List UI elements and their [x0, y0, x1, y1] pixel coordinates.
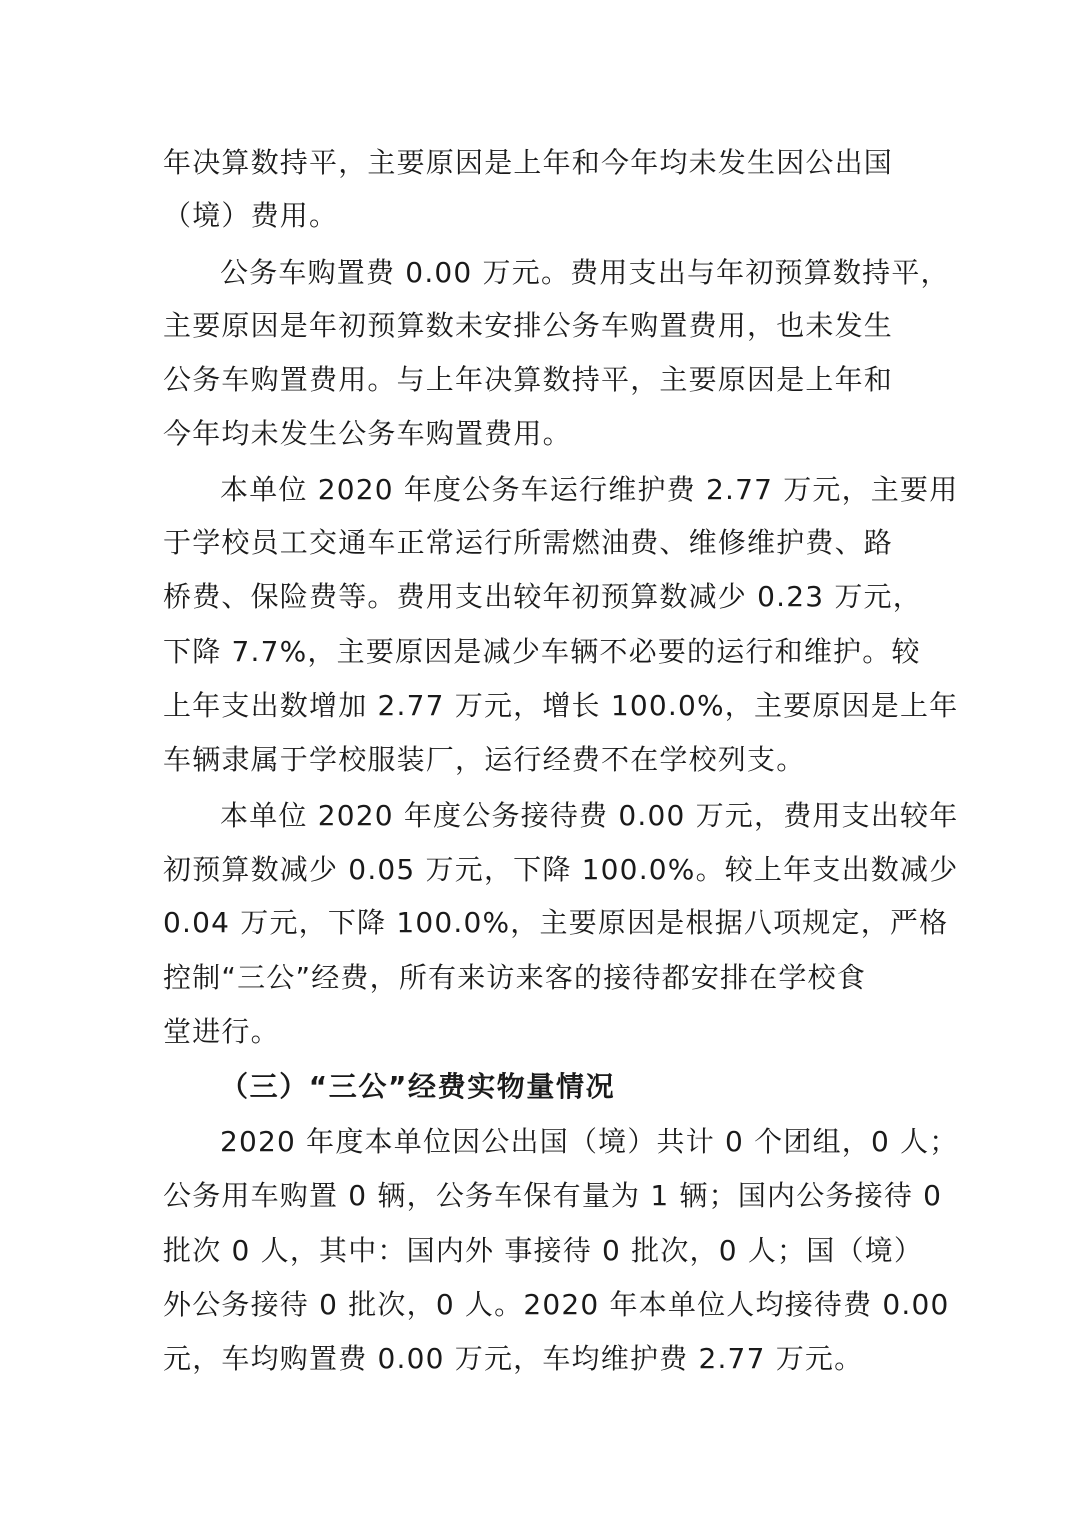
paragraph-2-line-3: 公务车购置费用。与上年决算数持平，主要原因是上年和 [163, 363, 894, 396]
paragraph-2-line-1: 公务车购置费 0.00 万元。费用支出与年初预算数持平， [220, 256, 950, 289]
paragraph-3-line-5: 上年支出数增加 2.77 万元，增长 100.0%，主要原因是上年 [163, 689, 959, 722]
paragraph-1-line-2: （境）费用。 [163, 199, 339, 232]
paragraph-5-line-4: 外公务接待 0 批次，0 人。2020 年本单位人均接待费 0.00 [163, 1288, 950, 1321]
paragraph-3-line-4: 下降 7.7%，主要原因是减少车辆不必要的运行和维护。较 [163, 635, 921, 668]
paragraph-3-line-6: 车辆隶属于学校服装厂，运行经费不在学校列支。 [163, 743, 806, 776]
paragraph-2-line-2: 主要原因是年初预算数未安排公务车购置费用，也未发生 [163, 309, 894, 342]
paragraph-2-line-4: 今年均未发生公务车购置费用。 [163, 417, 572, 450]
paragraph-5-line-5: 元，车均购置费 0.00 万元，车均维护费 2.77 万元。 [163, 1342, 864, 1375]
paragraph-4-line-1: 本单位 2020 年度公务接待费 0.00 万元，费用支出较年 [220, 799, 959, 832]
paragraph-5-line-1: 2020 年度本单位因公出国（境）共计 0 个团组，0 人； [220, 1125, 959, 1158]
paragraph-5-line-3: 批次 0 人，其中：国内外 事接待 0 批次，0 人；国（境） [163, 1234, 924, 1267]
paragraph-4-line-5: 堂进行。 [163, 1015, 280, 1048]
paragraph-1-line-1: 年决算数持平，主要原因是上年和今年均未发生因公出国 [163, 146, 894, 179]
paragraph-5-line-2: 公务用车购置 0 辆，公务车保有量为 1 辆；国内公务接待 0 [163, 1179, 943, 1212]
paragraph-4-line-4: 控制“三公”经费，所有来访来客的接待都安排在学校食 [163, 961, 867, 994]
paragraph-3-line-2: 于学校员工交通车正常运行所需燃油费、维修维护费、路 [163, 526, 894, 559]
paragraph-3-line-1: 本单位 2020 年度公务车运行维护费 2.77 万元，主要用 [220, 473, 959, 506]
paragraph-3-line-3: 桥费、保险费等。费用支出较年初预算数减少 0.23 万元， [163, 580, 922, 613]
section-heading: （三）“三公”经费实物量情况 [220, 1070, 616, 1103]
paragraph-4-line-2: 初预算数减少 0.05 万元，下降 100.0%。较上年支出数减少 [163, 853, 959, 886]
paragraph-4-line-3: 0.04 万元，下降 100.0%，主要原因是根据八项规定，严格 [163, 906, 949, 939]
